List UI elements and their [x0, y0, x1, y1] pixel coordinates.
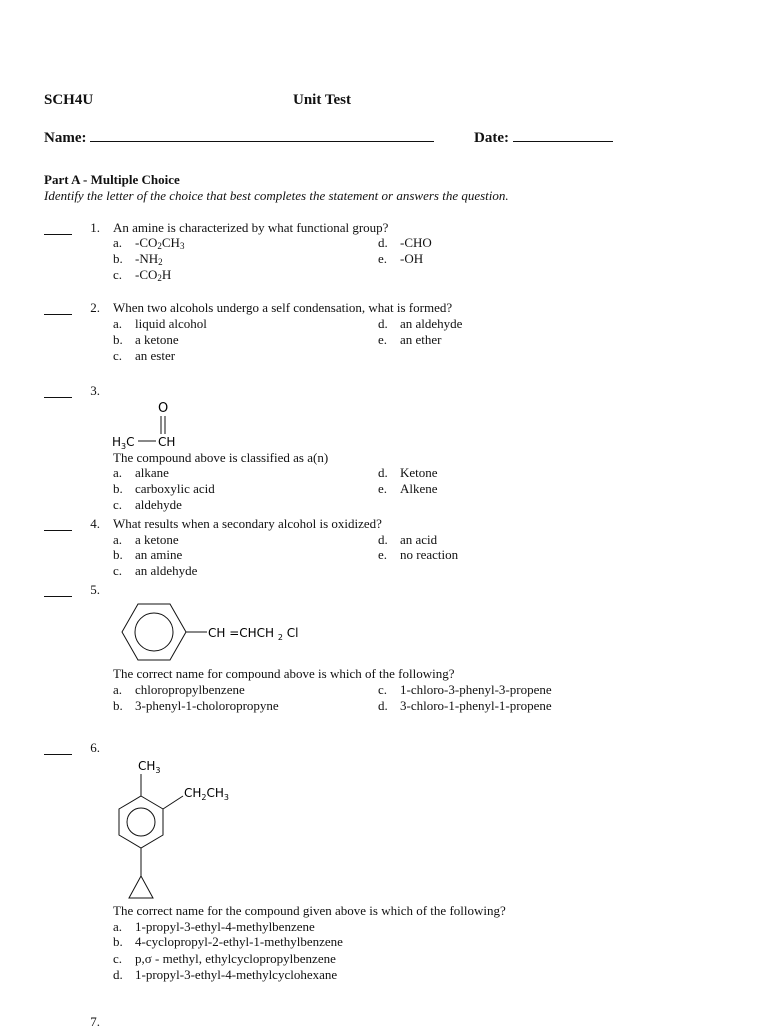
question-text: What results when a secondary alcohol is oxidized?: [113, 516, 382, 531]
choice-b: b. carboxylic acid: [113, 481, 215, 496]
choice-b: b. 3-phenyl-1-choloropropyne: [113, 698, 279, 713]
chain-label: CH =CHCH $_2$ Cl: [208, 626, 299, 642]
question-number: 3.: [90, 383, 100, 398]
choice-e: e. Alkene: [378, 481, 438, 496]
choice-e: e. no reaction: [378, 547, 459, 562]
choice-b: b. an amine: [113, 547, 183, 562]
ch-label: CH: [158, 435, 176, 449]
part-a-instructions: Identify the letter of the choice that best completes the statement or answers the question.: [44, 188, 509, 203]
choice-d: d. -CHO: [378, 235, 432, 250]
part-a-title: Part A - Multiple Choice: [44, 172, 180, 187]
choice-d: d. an aldehyde: [378, 316, 463, 331]
course-code: SCH4U: [44, 92, 94, 108]
choice-a: a. chloropropylbenzene: [113, 682, 245, 697]
question-number: 6.: [90, 740, 100, 755]
choice-c: c. an ester: [113, 348, 176, 363]
cinnamyl-chloride-structure: [115, 596, 315, 668]
acetaldehyde-structure: [108, 398, 198, 452]
methyl-label: $CH_3$: [138, 759, 161, 775]
date-field[interactable]: [513, 130, 613, 142]
choice-a: a. liquid alcohol: [113, 316, 207, 331]
question-text: When two alcohols undergo a self condensation, what is formed?: [113, 300, 453, 315]
ethyl-label: $CH_2CH_3$: [184, 786, 229, 802]
choice-b: b. 4-cyclopropyl-2-ethyl-1-methylbenzene: [113, 934, 343, 949]
question-number: 2.: [90, 300, 100, 315]
question-text: An amine is characterized by what functional group?: [113, 220, 389, 235]
choice-a: a. a ketone: [113, 532, 179, 547]
choice-c: c. an aldehyde: [113, 563, 198, 578]
date-row: [474, 130, 613, 147]
methyl-label: $H_3C$: [112, 435, 135, 451]
choice-c: c. aldehyde: [113, 497, 182, 512]
choice-d: d. an acid: [378, 532, 438, 547]
substituted-benzene-structure: [108, 754, 258, 904]
question-text: The correct name for the compound given above is which of the following?: [113, 903, 506, 918]
answer-blank-4[interactable]: [44, 530, 72, 531]
name-field[interactable]: [90, 130, 434, 142]
choice-e: e. -OH: [378, 251, 424, 266]
choice-d: d. 1-propyl-3-ethyl-4-methylcyclohexane: [113, 967, 338, 982]
question-number: 7.: [90, 1014, 100, 1029]
choice-e: e. an ether: [378, 332, 442, 347]
choice-d: d. Ketone: [378, 465, 438, 480]
answer-blank-3[interactable]: [44, 397, 72, 398]
question-number: 1.: [90, 220, 100, 235]
test-title: Unit Test: [293, 92, 351, 108]
oxygen-label: O: [158, 401, 169, 416]
date-label: Date:: [474, 130, 509, 146]
question-number: 5.: [90, 582, 100, 597]
choice-a: a. $-CO_2CH_3$: [113, 235, 185, 251]
name-label: Name:: [44, 130, 87, 146]
answer-blank-1[interactable]: [44, 234, 72, 235]
choice-c: c. p,σ - methyl, ethylcyclopropylbenzene: [113, 951, 336, 966]
choice-b: b. $-NH_2$: [113, 251, 163, 267]
name-row: [44, 130, 434, 147]
question-text: The correct name for compound above is which of the following?: [113, 666, 455, 681]
answer-blank-5[interactable]: [44, 596, 72, 597]
question-text: The compound above is classified as a(n): [113, 450, 329, 465]
choice-c: c. $-CO_2H$: [113, 267, 172, 283]
choice-a: a. 1-propyl-3-ethyl-4-methylbenzene: [113, 919, 315, 934]
choice-a: a. alkane: [113, 465, 169, 480]
choice-d: d. 3-chloro-1-phenyl-1-propene: [378, 698, 552, 713]
choice-c: c. 1-chloro-3-phenyl-3-propene: [378, 682, 552, 697]
question-number: 4.: [90, 516, 100, 531]
answer-blank-2[interactable]: [44, 314, 72, 315]
choice-b: b. a ketone: [113, 332, 179, 347]
answer-blank-6[interactable]: [44, 754, 72, 755]
